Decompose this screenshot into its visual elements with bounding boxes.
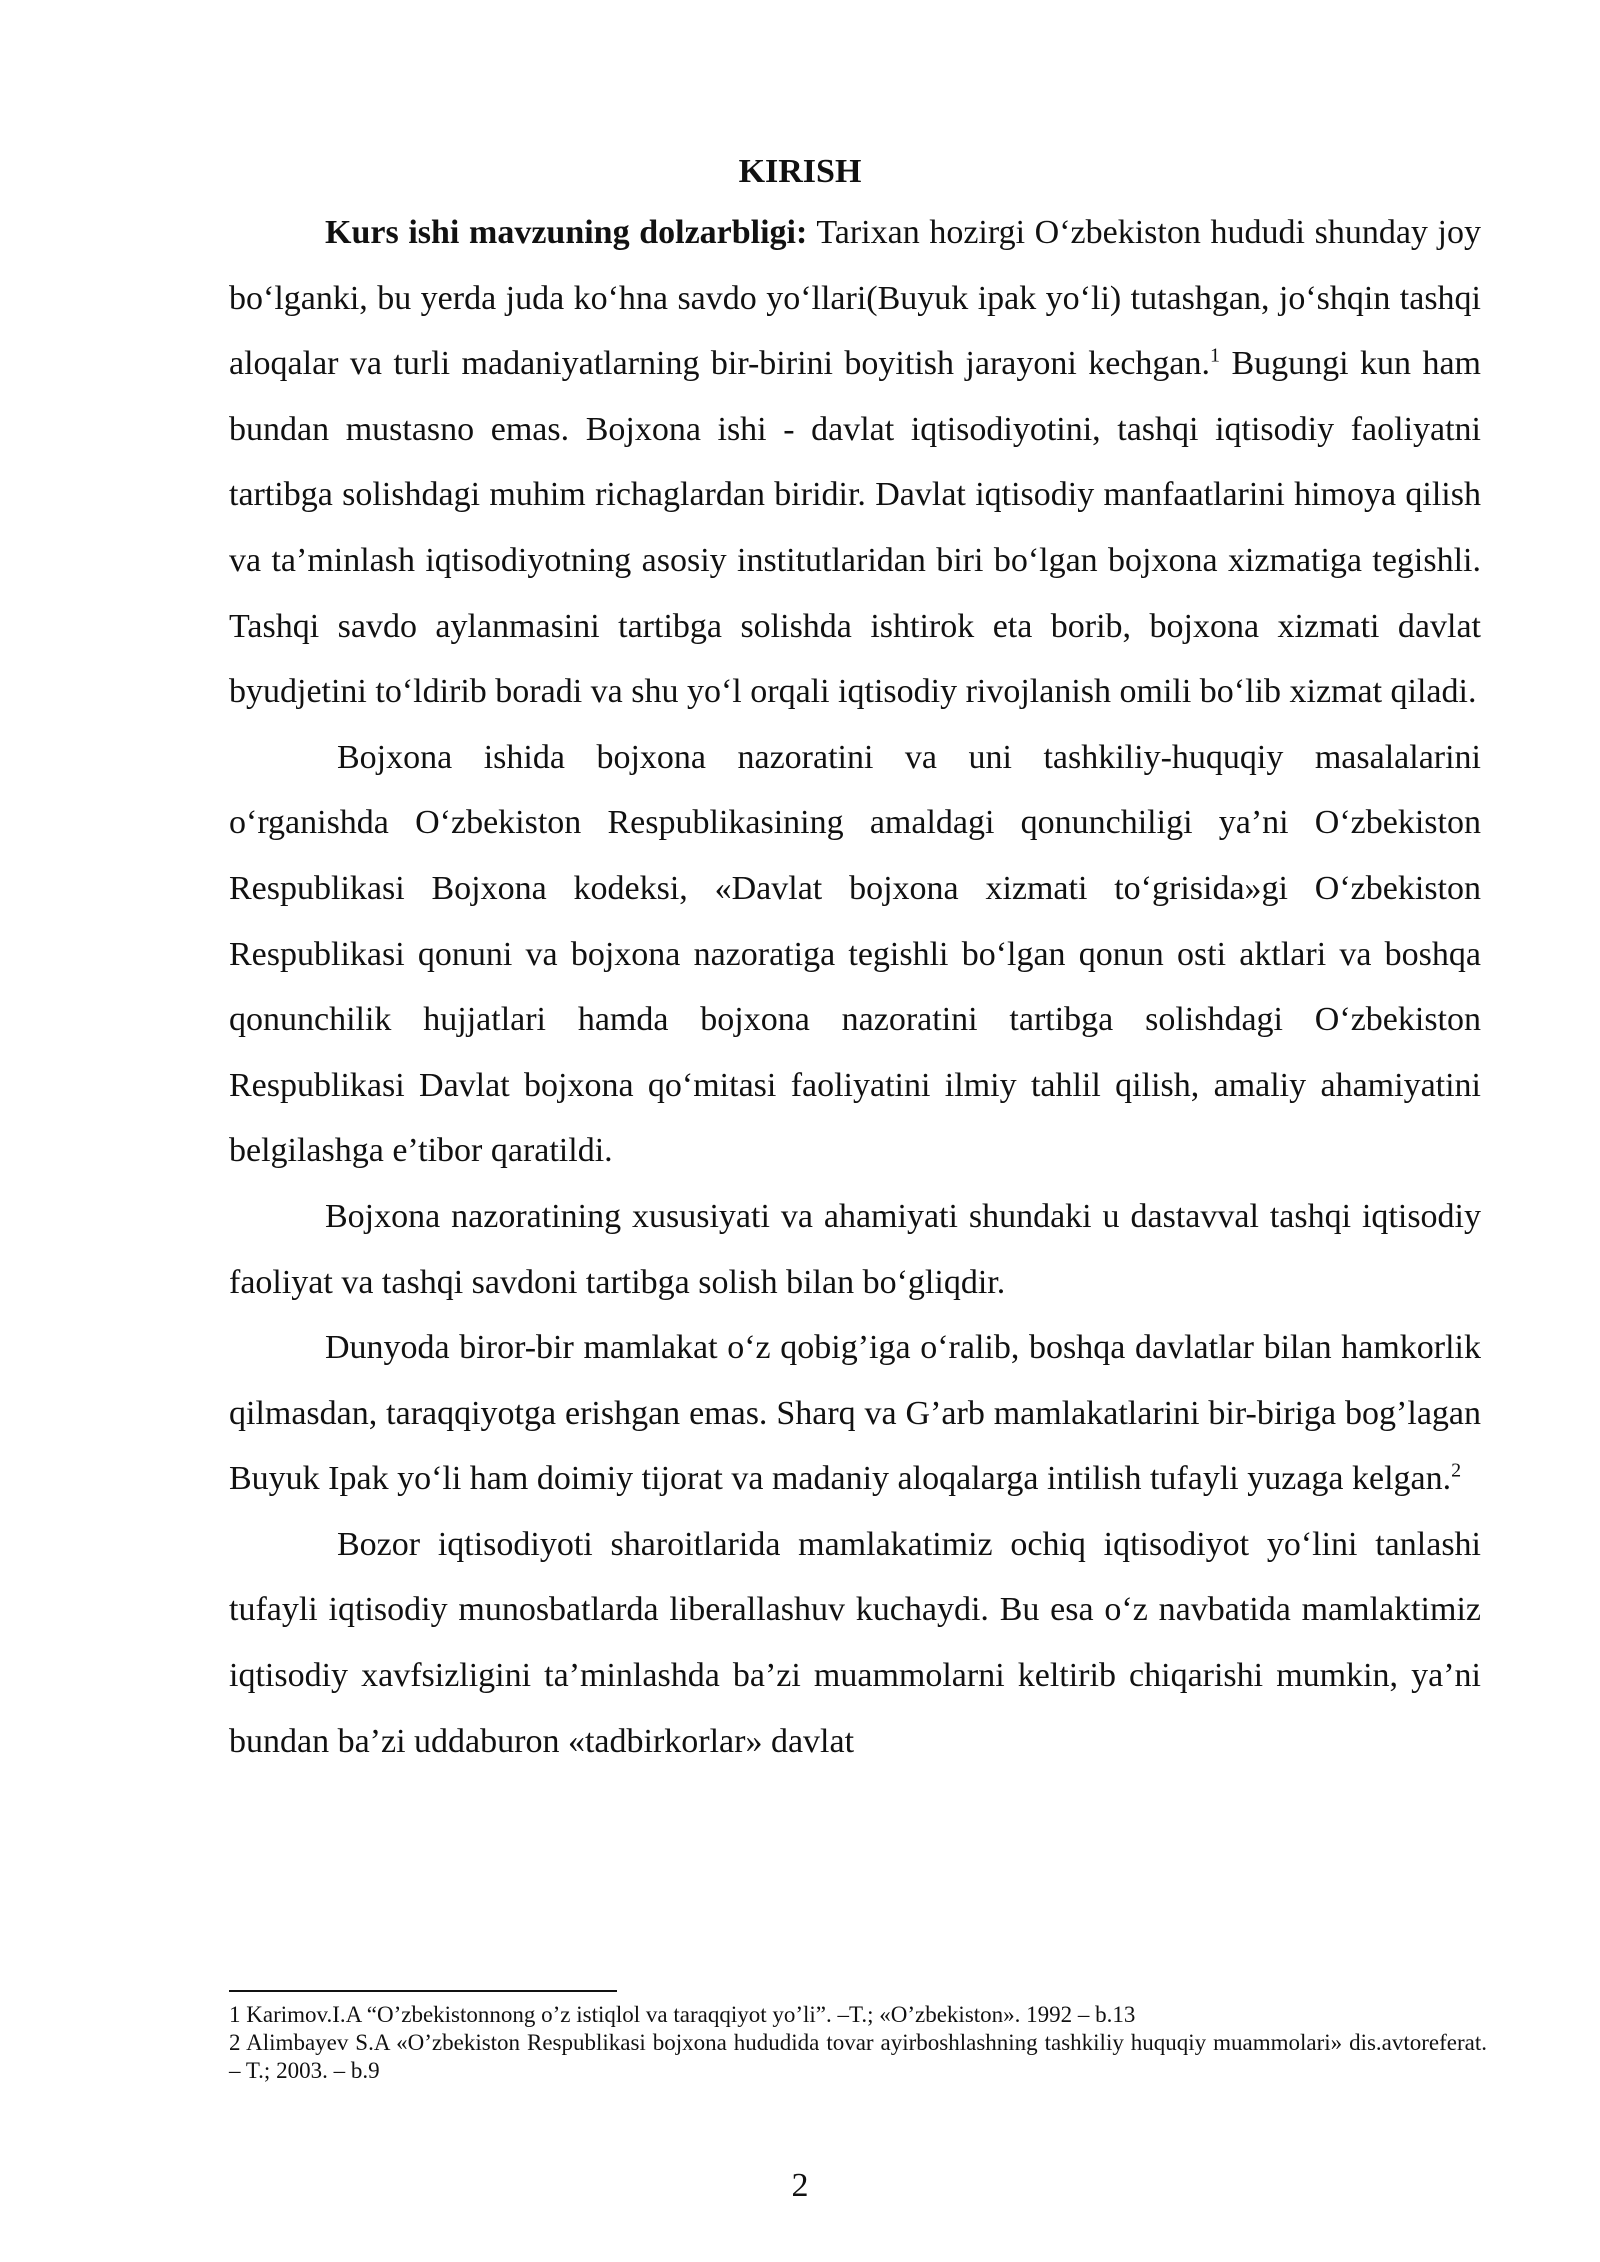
footnote-ref-2[interactable]: 2 [1451, 1459, 1462, 1482]
footnote-ref-1[interactable]: 1 [1210, 344, 1221, 367]
paragraph-lead: Kurs ishi mavzuning dolzarbligi: [325, 214, 808, 251]
paragraph-silk-road [229, 1315, 1481, 1512]
paragraph-text: Bugungi kun ham bundan mustasno emas. Bojxona ishi - davlat iqtisodiyotini, tashqi iqtisodiy faoliyatni tartibga solishdagi muhim richaglardan biridir. Davlat iqtisodiy manfaatlarini himoya qilish va ta’minlash iqtisodiyotning asosiy institutlaridan biri bo‘lgan bojxona xizmatiga tegishli. Tashqi savdo aylanmasini tartibga solishda ishtirok eta borib, bojxona xizmati davlat byudjetini to‘ldirib boradi va shu yo‘l orqali iqtisodiy rivojlanish omili bo‘lib xizmat qiladi. [229, 345, 1482, 711]
footnote-separator [229, 1990, 617, 1992]
page-number: 2 [791, 2167, 809, 2204]
footnote-1: 1 Karimov.I.A “O’zbekistonnong o’z istiqlol va taraqqiyot yo’li”. –T.; «O’zbekiston». 1992 – b.13 [229, 2002, 1136, 2027]
paragraph-market-economy: Bozor iqtisodiyoti sharoitlarida mamlakatimiz ochiq iqtisodiyot yo‘lini tanlashi tufayli iqtisodiy munosbatlarda liberallashuv kuchaydi. Bu esa o‘z navbatida mamlaktimiz iqtisodiy xavfsizligini ta’minlashda ba’zi muammolarni keltirib chiqarishi mumkin, ya’ni bundan ba’zi uddaburon «tadbirkorlar» davlat [229, 1525, 1481, 1760]
footnote-2: 2 Alimbayev S.A «O’zbekiston Respublikasi bojxona hududida tovar ayirboshlashning tashkiliy huquqiy muammolari» dis.avtoreferat. – T.; 2003. – b.9 [229, 2030, 1487, 2083]
paragraph-control-features: Bojxona nazoratining xususiyati va ahamiyati shundaki u dastavval tashqi iqtisodiy faoliyat va tashqi savdoni tartibga solish bilan bo‘gliqdir. [229, 1197, 1481, 1301]
page-title: KIRISH [738, 153, 862, 190]
paragraph-text: Tarixan hozirgi O‘zbekiston hududi shunday joy bo‘lganki, bu yerda juda ko‘hna savdo yo‘llari(Buyuk ipak yo‘li) tutashgan, jo‘shqin tashqi aloqalar va turli madaniyatlarning bir-birini boyitish jarayoni kechgan. [229, 214, 1481, 383]
footnotes [229, 2001, 1487, 2085]
body-text [229, 200, 1481, 1774]
paragraph-text: Dunyoda biror-bir mamlakat o‘z qobig’iga o‘ralib, boshqa davlatlar bilan hamkorlik qilmasdan, taraqqiyotga erishgan emas. Sharq va G’arb mamlakatlarini bir-biriga bog’lagan Buyuk Ipak yo‘li ham doimiy tijorat va madaniy aloqalarga intilish tufayli yuzaga kelgan. [229, 1329, 1481, 1498]
paragraph-relevance [229, 200, 1481, 725]
paragraph-customs-control-study: Bojxona ishida bojxona nazoratini va uni tashkiliy-huquqiy masalalarini o‘rganishda O‘zbekiston Respublikasining amaldagi qonunchiligi ya’ni O‘zbekiston Respublikasi Bojxona kodeksi, «Davlat bojxona xizmati to‘grisida»gi O‘zbekiston Respublikasi qonuni va bojxona nazoratiga tegishli bo‘lgan qonun osti aktlari va boshqa qonunchilik hujjatlari hamda bojxona nazoratini tartibga solishdagi O‘zbekiston Respublikasi Davlat bojxona qo‘mitasi faoliyatini ilmiy tahlil qilish, amaliy ahamiyatini belgilashga e’tibor qaratildi. [229, 738, 1481, 1170]
